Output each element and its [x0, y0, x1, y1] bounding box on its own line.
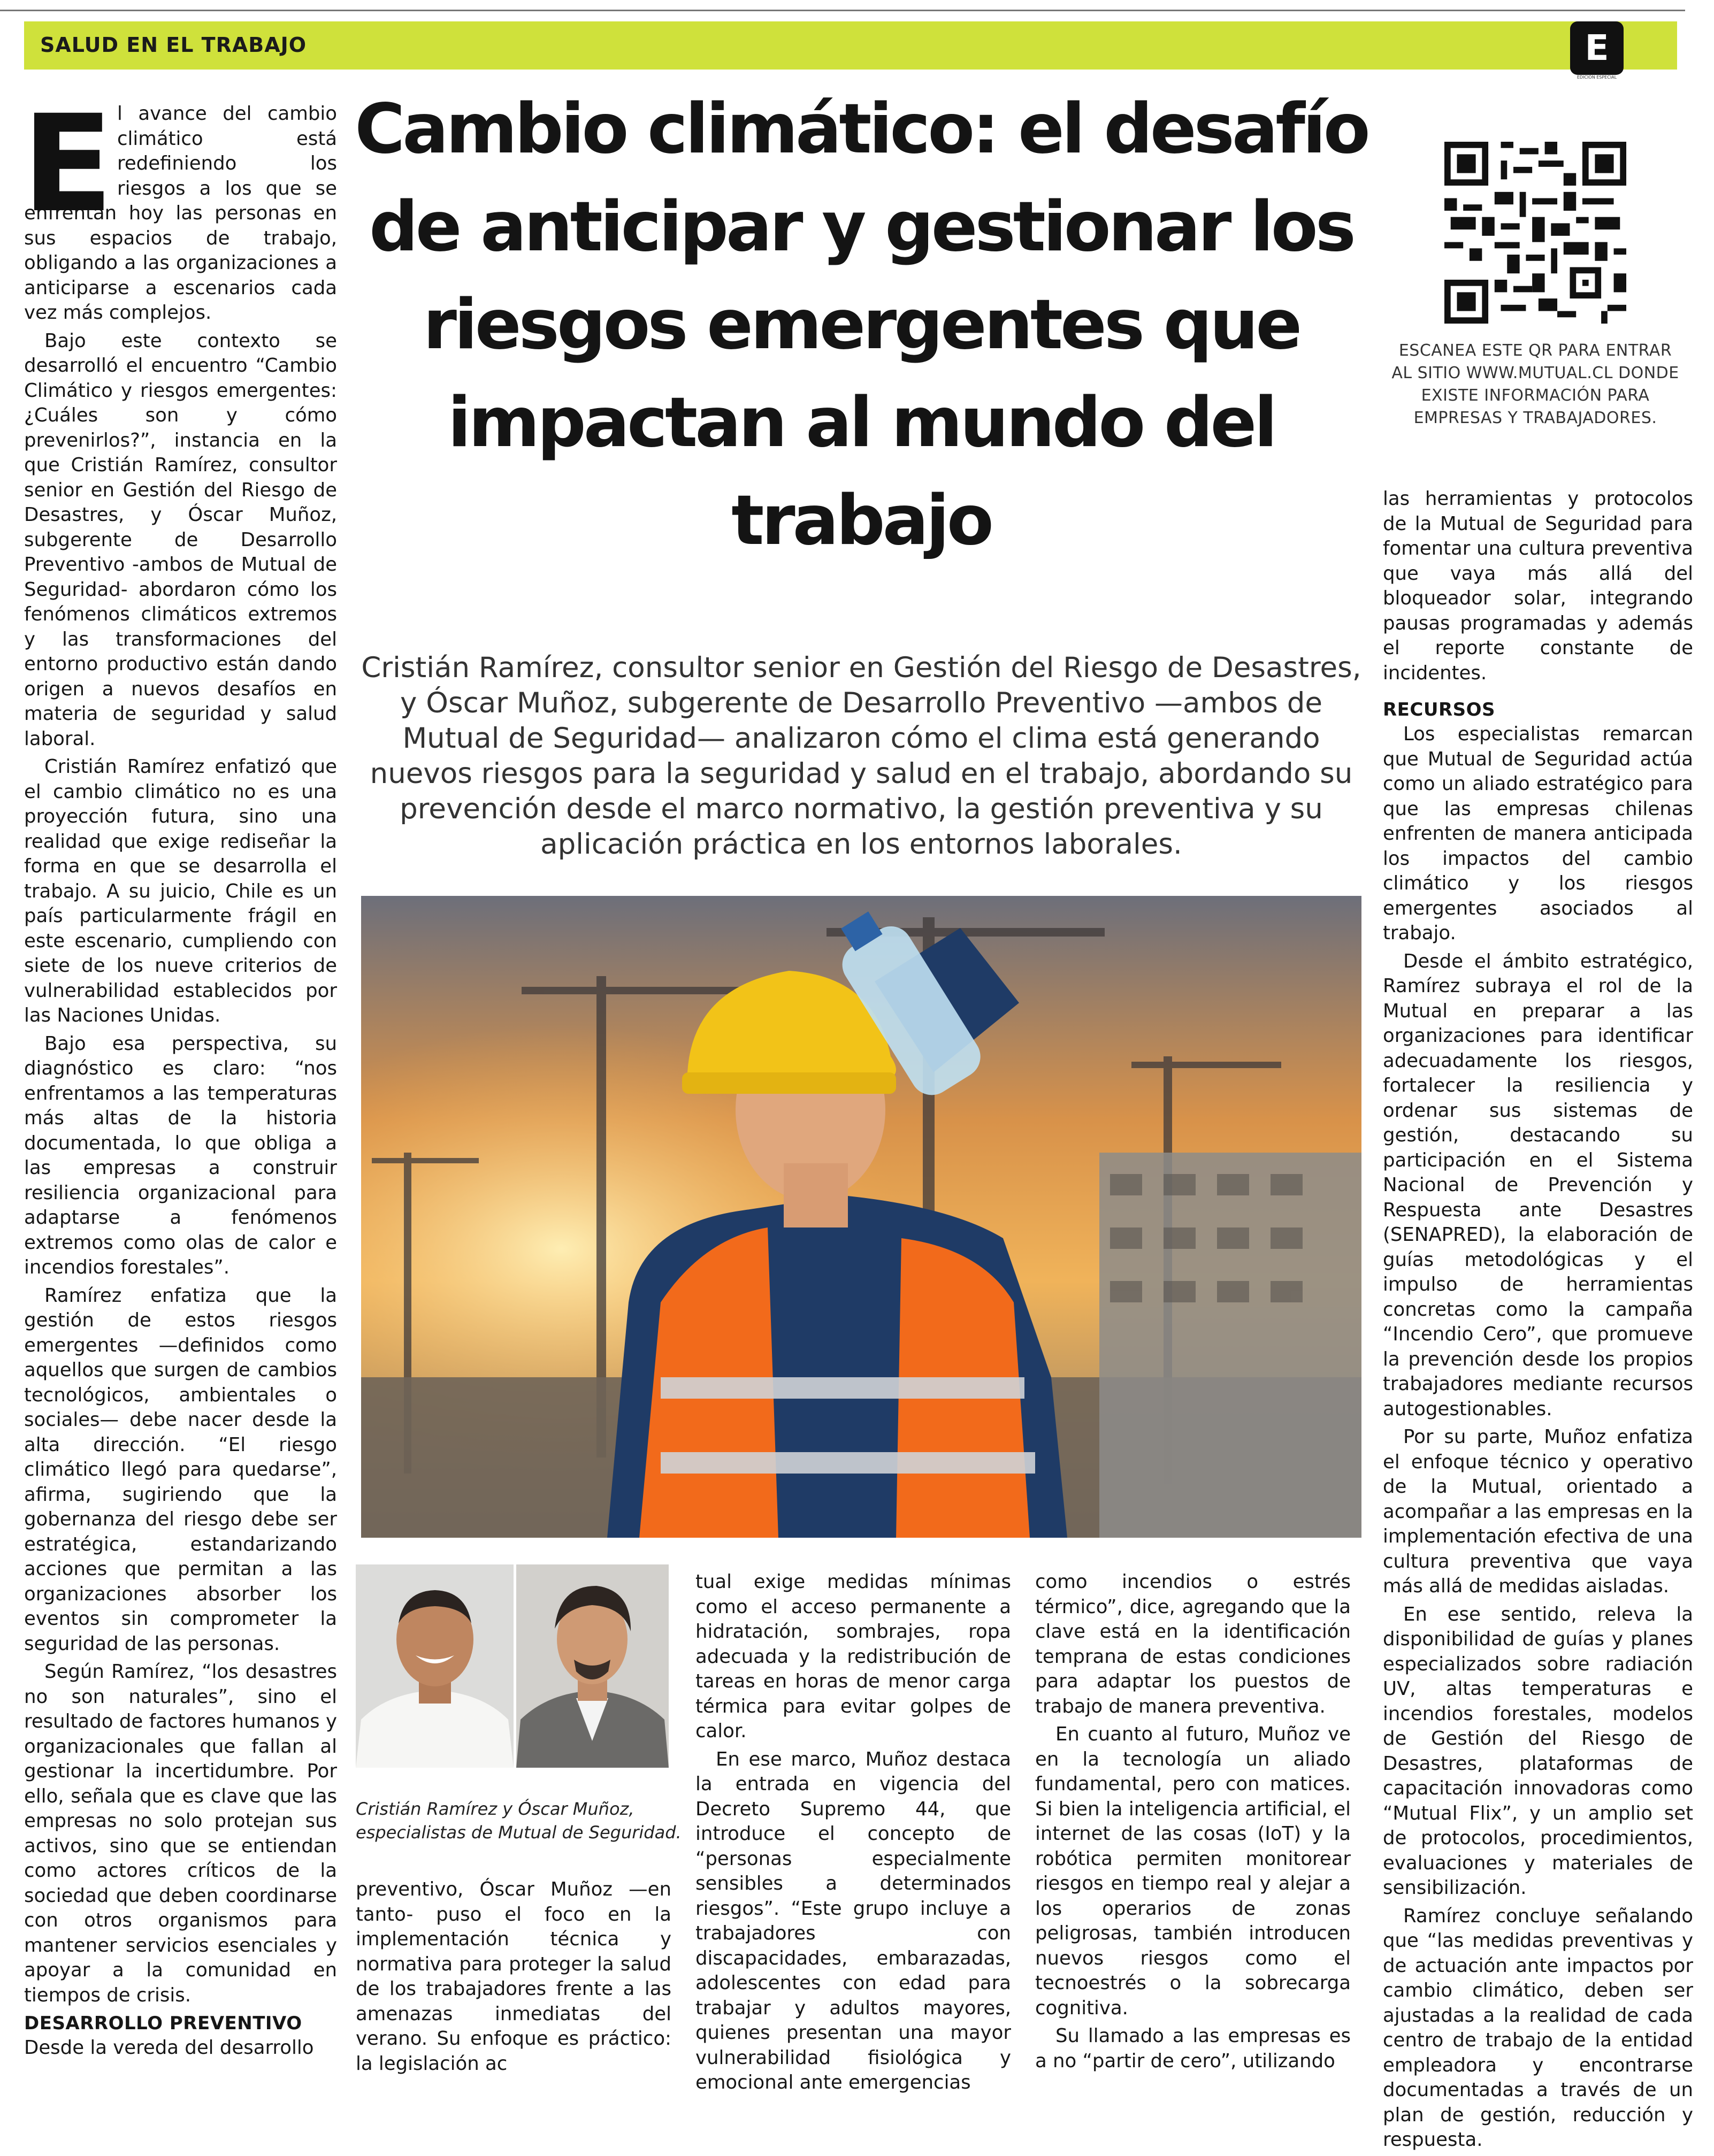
lede: Cristián Ramírez, consultor senior en Gestión del Riesgo de Desastres, y Óscar Muñoz, subgerente de Desarrollo Preventivo —ambos de Mutual de Seguridad— analizaron cómo el clima está generando nuevos riesgos para la seguridad y salud en el trabajo, abordando su prevención desde el marco normativo, la gestión preventiva y su aplicación práctica en los entornos laborales. — [361, 651, 1361, 861]
paragraph: Bajo este contexto se desarrolló el encuentro “Cambio Climático y riesgos emergentes: ¿Cuáles son y cómo prevenirlos?”, instancia en la que Cristián Ramírez, consultor senior en Gestión del Riesgo de Desastres, y Óscar Muñoz, subgerente de Desarrollo Preventivo -ambos de Mutual de Seguridad- abordaron cómo los fenómenos climáticos extremos y las transformaciones del entorno productivo están dando origen a nuevos desafíos en materia de seguridad y salud laboral. — [24, 329, 337, 750]
paragraph: Ramírez enfatiza que la gestión de estos riesgos emergentes —definidos como aquellos que surgen de cambios tecnológicos, ambientales o sociales— debe nacer desde la alta dirección. “El riesgo climático llegó para quedarse”, afirma, sugiriendo que la gobernanza del riesgo debe ser estratégica, estandarizando acciones que permitan a las organizaciones absorber los eventos sin comprometer la seguridad de las personas. — [24, 1284, 337, 1655]
logo-subtitle: EDICIÓN ESPECIAL — [1577, 75, 1617, 80]
column-4 — [1035, 1570, 1351, 2077]
main-photo — [361, 896, 1361, 1538]
paragraph: Cristián Ramírez enfatizó que el cambio climático no es una proyección futura, sino una realidad que exige rediseñar la forma en que se desarrolla el trabajo. A su juicio, Chile es un país particularmente frágil en este escenario, cumpliendo con siete de los nueve criterios de vulnerabilidad establecidos por las Naciones Unidas. — [24, 756, 337, 1026]
portrait-ramirez — [356, 1564, 514, 1768]
subhead-desarrollo: DESARROLLO PREVENTIVO — [24, 2013, 302, 2034]
paragraph: En ese marco, Muñoz destaca la entrada en vigencia del Decreto Supremo 44, que introduce el concepto de “personas especialmente sensibles a determinados riesgos”. “Este grupo incluye a trabajadores con discapacidades, embarazadas, adolescentes con edad para trabajar y adultos mayores, quienes presentan una mayor vulnerabilidad fisiológica y emocional ante emergencias — [695, 1748, 1011, 2093]
logo-letter: E — [1570, 21, 1624, 75]
qr-code-icon[interactable] — [1444, 142, 1626, 324]
paragraph: Ramírez concluye señalando que “las medidas preventivas y de actuación ante impactos por cambio climático, deben ser ajustadas a la realidad de cada centro de trabajo de la entidad empleadora y encontrarse documentadas a través de un plan de gestión, reducción y respuesta. — [1383, 1905, 1693, 2151]
paragraph: Según Ramírez, “los desastres no son naturales”, sino el resultado de factores humanos y organizacionales que fallan al gestionar la incertidumbre. Por ello, señala que es clave que las empresas no solo protejan sus activos, sino que se entiendan como actores críticos de la sociedad que deben coordinarse con otros organismos para mantener servicios esenciales y apoyar a la comunidad en tiempos de crisis. — [24, 1661, 337, 2006]
paragraph: En ese sentido, releva la disponibilidad de guías y planes especializados sobre radiación UV, altas temperaturas e incendios forestales, modelos de Gestión del Riesgo de Desastres, plataformas de capacitación innovadoras como “Mutual Flix”, y un amplio set de protocolos, procedimientos, evaluaciones y materiales de sensibilización. — [1383, 1603, 1693, 1899]
section-label: SALUD EN EL TRABAJO — [40, 33, 307, 57]
paragraph: Desde el ámbito estratégico, Ramírez subraya el rol de la Mutual en preparar a las organizaciones para identificar adecuadamente los riesgos, fortalecer la resiliencia y ordenar sus sistemas de gestión, destacando su participación en el Sistema Nacional de Prevención y Respuesta ante Desastres (SENAPRED), la elaboración de guías metodológicas y el impulso de herramientas concretas como la campaña “Incendio Cero”, que promueve la prevención desde los propios trabajadores mediante recursos autogestionables. — [1383, 950, 1693, 1420]
portrait-munoz — [516, 1564, 669, 1768]
paragraph: Desde la vereda del desarrollo — [24, 2037, 314, 2059]
paragraph: l avance del cambio climático está redefiniendo los riesgos a los que se enfrentan hoy las personas en sus espacios de trabajo, obligando a las organizaciones a anticiparse a escenarios cada vez más complejos. — [24, 103, 337, 324]
publication-logo — [1565, 21, 1629, 83]
paragraph: tual exige medidas mínimas como el acceso permanente a hidratación, sombrajes, ropa adecuada y la redistribución de tareas en horas de menor carga térmica para evitar golpes de calor. — [695, 1571, 1011, 1742]
subhead-recursos: RECURSOS — [1383, 699, 1496, 720]
paragraph: Por su parte, Muñoz enfatiza el enfoque técnico y operativo de la Mutual, orientado a acompañar a las empresas en la implementación efectiva de una cultura preventiva que vaya más allá de medidas aisladas. — [1383, 1426, 1693, 1597]
headline: Cambio climático: el desafío de anticipar y gestionar los riesgos emergentes que impactan al mundo del trabajo — [355, 89, 1368, 561]
qr-caption: ESCANEA ESTE QR PARA ENTRAR AL SITIO WWW.MUTUAL.CL DONDE EXISTE INFORMACIÓN PARA EMPRESAS Y TRABAJADORES. — [1391, 341, 1679, 427]
column-3 — [695, 1570, 1011, 2099]
drop-cap: E — [22, 86, 113, 242]
section-band — [24, 21, 1677, 70]
paragraph: las herramientas y protocolos de la Mutual de Seguridad para fomentar una cultura preventiva que vaya más allá del bloqueador solar, integrando pausas programadas y además el reporte constante de incidentes. — [1383, 488, 1693, 684]
column-5 — [1383, 487, 1693, 2156]
photo-caption: Cristián Ramírez y Óscar Muñoz, especialistas de Mutual de Seguridad. — [356, 1799, 682, 1843]
paragraph: En cuanto al futuro, Muñoz ve en la tecnología un aliado fundamental, pero con matices. Si bien la inteligencia artificial, el internet de las cosas (IoT) y la robótica permiten monitorear riesgos en tiempo real y alejar a los operarios de zonas peligrosas, también introducen nuevos riesgos como el tecnoestrés o la sobrecarga cognitiva. — [1035, 1723, 1351, 2019]
paragraph: como incendios o estrés térmico”, dice, agregando que la clave está en la identificación temprana de estas condiciones para adaptar los puestos de trabajo de manera preventiva. — [1035, 1571, 1351, 1717]
paragraph: Su llamado a las empresas es a no “partir de cero”, utilizando — [1035, 2025, 1351, 2072]
paragraph: Bajo esa perspectiva, su diagnóstico es claro: “nos enfrentamos a las temperaturas más altas de la historia documentada, lo que obliga a las empresas a construir resiliencia organizacional para adaptarse a fenómenos extremos como olas de calor e incendios forestales”. — [24, 1032, 337, 1278]
paragraph: preventivo, Óscar Muñoz —en tanto- puso el foco en la implementación técnica y normativa para proteger la salud de los trabajadores frente a las amenazas inmediatas del verano. Su enfoque es práctico: la legislación ac — [356, 1878, 671, 2075]
paragraph: Los especialistas remarcan que Mutual de Seguridad actúa como un aliado estratégico para que las empresas chilenas enfrenten de manera anticipada los impactos del cambio climático y los riesgos emergentes asociados al trabajo. — [1383, 723, 1693, 944]
top-rule — [0, 10, 1685, 11]
column-1 — [22, 86, 337, 2064]
column-2 — [356, 1877, 671, 2080]
